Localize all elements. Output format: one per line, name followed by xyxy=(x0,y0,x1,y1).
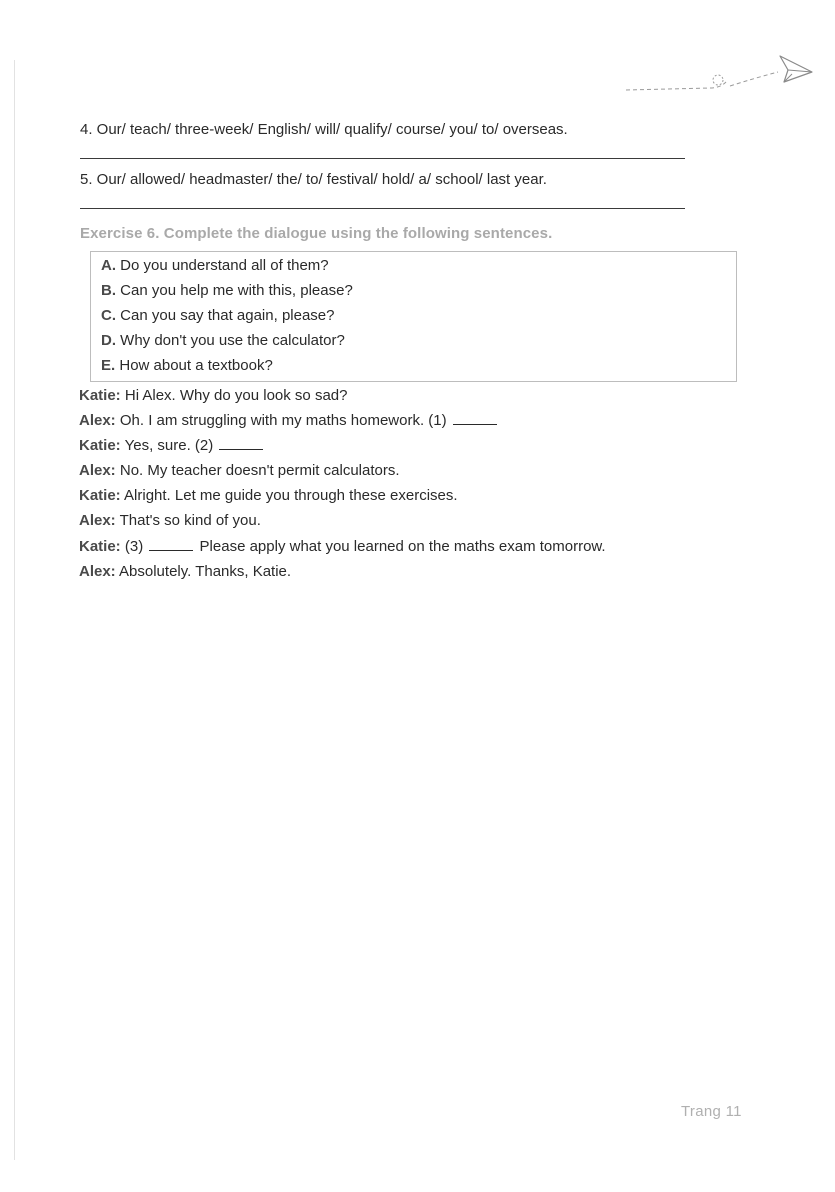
answer-blank-2[interactable] xyxy=(219,449,263,450)
option-letter: C. xyxy=(101,307,116,324)
answer-line-4[interactable] xyxy=(80,158,685,159)
dialogue-line-2 xyxy=(79,411,499,431)
option-text: Can you say that again, please? xyxy=(120,307,335,324)
page-number: Trang 11 xyxy=(681,1103,742,1120)
option-text: Can you help me with this, please? xyxy=(120,282,353,299)
dialogue-text: No. My teacher doesn't permit calculators. xyxy=(119,462,400,479)
speaker-label: Katie: xyxy=(79,538,121,555)
option-c xyxy=(101,306,335,326)
speaker-label: Alex: xyxy=(79,512,116,529)
answer-blank-1[interactable] xyxy=(453,424,497,425)
speaker-label: Alex: xyxy=(79,462,116,479)
dialogue-line-5 xyxy=(79,486,458,506)
option-text: Do you understand all of them? xyxy=(120,257,329,274)
option-d xyxy=(101,331,345,351)
exercise-6-title: Exercise 6. Complete the dialogue using the following sentences. xyxy=(80,225,553,242)
question-4: 4. Our/ teach/ three-week/ English/ will/ qualify/ course/ you/ to/ overseas. xyxy=(80,121,568,138)
question-5: 5. Our/ allowed/ headmaster/ the/ to/ festival/ hold/ a/ school/ last year. xyxy=(80,171,547,188)
dialogue-text: (3) xyxy=(124,538,144,555)
dialogue-line-6 xyxy=(79,511,261,531)
dialogue-text: Absolutely. Thanks, Katie. xyxy=(119,563,292,580)
answer-blank-3[interactable] xyxy=(149,550,193,551)
dialogue-text: Oh. I am struggling with my maths homework. (1) xyxy=(119,412,447,429)
speaker-label: Alex: xyxy=(79,563,116,580)
speaker-label: Katie: xyxy=(79,387,121,404)
scan-edge-line xyxy=(14,60,15,1160)
dialogue-text: That's so kind of you. xyxy=(119,512,261,529)
option-text: Why don't you use the calculator? xyxy=(120,332,345,349)
dialogue-line-3 xyxy=(79,436,265,456)
option-text: How about a textbook? xyxy=(119,357,273,374)
speaker-label: Alex: xyxy=(79,412,116,429)
dialogue-line-1 xyxy=(79,386,347,406)
option-letter: B. xyxy=(101,282,116,299)
paper-plane-icon xyxy=(620,48,820,98)
dialogue-line-7 xyxy=(79,537,606,557)
dialogue-text: Yes, sure. (2) xyxy=(124,437,214,454)
dialogue-line-4 xyxy=(79,461,400,481)
options-box xyxy=(90,251,737,382)
dialogue-text: Hi Alex. Why do you look so sad? xyxy=(124,387,348,404)
option-b xyxy=(101,281,353,301)
dialogue-line-8 xyxy=(79,562,291,582)
speaker-label: Katie: xyxy=(79,487,121,504)
dialogue-text-after: Please apply what you learned on the maths exam tomorrow. xyxy=(199,538,606,555)
dialogue-text: Alright. Let me guide you through these exercises. xyxy=(124,487,458,504)
option-e xyxy=(101,356,273,376)
option-letter: E. xyxy=(101,357,116,374)
speaker-label: Katie: xyxy=(79,437,121,454)
option-letter: D. xyxy=(101,332,116,349)
option-letter: A. xyxy=(101,257,116,274)
answer-line-5[interactable] xyxy=(80,208,685,209)
option-a xyxy=(101,256,329,276)
